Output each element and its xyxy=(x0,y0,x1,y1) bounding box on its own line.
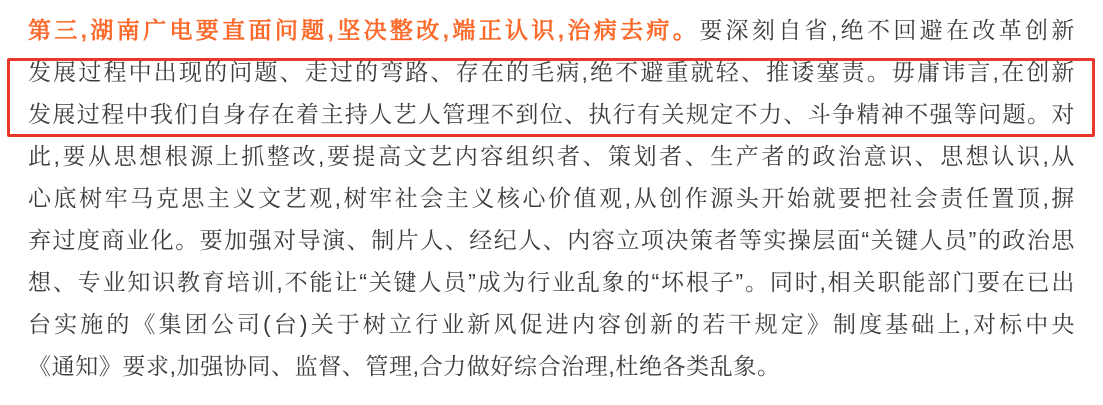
text-line: 发展过程中我们自身存在着主持人艺人管理不到位、执行有关规定不力、斗争精神不强等问题。对 xyxy=(28,101,1075,127)
text-line xyxy=(28,9,1075,51)
text-line: 台实施的《集团公司(台)关于树立行业新风促进内容创新的若干规定》制度基础上,对标中央 xyxy=(28,311,1075,337)
text-line: 此,要从思想根源上抓整改,要提高文艺内容组织者、策划者、生产者的政治意识、思想认识,从 xyxy=(28,143,1075,169)
text-line: 弃过度商业化。要加强对导演、制片人、经纪人、内容立项决策者等实操层面“关键人员”的政治思 xyxy=(28,227,1075,253)
text-line: 发展过程中出现的问题、走过的弯路、存在的毛病,绝不避重就轻、推诿塞责。毋庸讳言,在创新 xyxy=(28,59,1075,85)
text-line: 想、专业知识教育培训,不能让“关键人员”成为行业乱象的“坏根子”。同时,相关职能部门要在已出 xyxy=(28,269,1075,295)
line-text: 要深刻自省,绝不回避在改革创新 xyxy=(699,17,1075,43)
lead-sentence: 第三,湖南广电要直面问题,坚决整改,端正认识,治病去疴。 xyxy=(28,17,700,43)
text-line: 心底树牢马克思主义文艺观,树牢社会主义核心价值观,从创作源头开始就要把社会责任置顶,摒 xyxy=(28,185,1075,211)
text-line: 《通知》要求,加强协同、监督、管理,合力做好综合治理,杜绝各类乱象。 xyxy=(28,353,781,379)
article-paragraph xyxy=(28,9,1075,387)
